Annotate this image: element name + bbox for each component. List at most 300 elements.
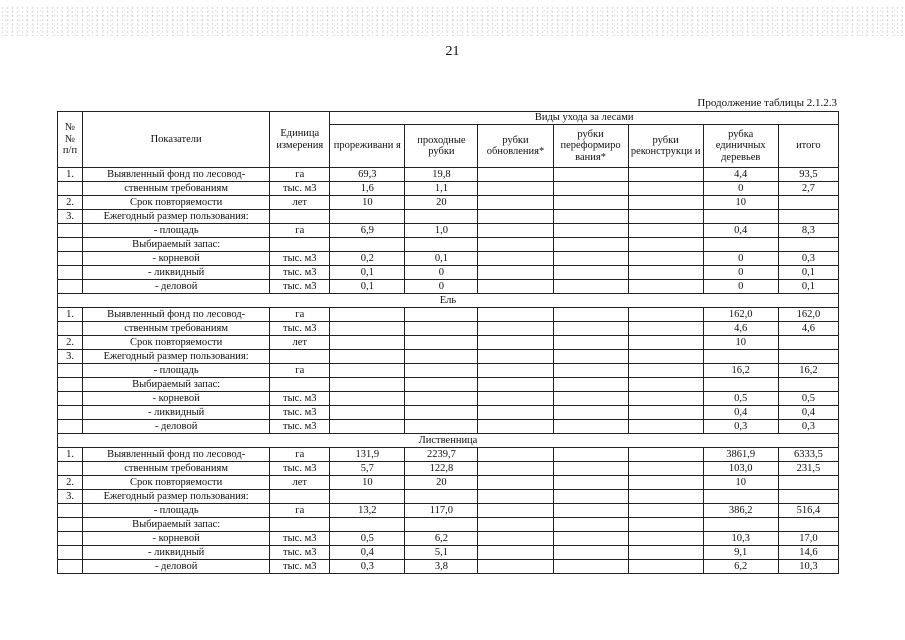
- unit-cell: тыс. м3: [270, 420, 330, 434]
- value-cell: [330, 392, 405, 406]
- table-row: [58, 448, 839, 462]
- value-cell: [553, 350, 628, 364]
- value-cell: [330, 518, 405, 532]
- value-cell: [478, 252, 553, 266]
- value-cell: [478, 322, 553, 336]
- value-cell: 0,4: [330, 546, 405, 560]
- table-row: [58, 238, 839, 252]
- section-title: Лиственница: [58, 434, 839, 448]
- value-cell: [478, 532, 553, 546]
- value-cell: [553, 322, 628, 336]
- value-cell: [553, 490, 628, 504]
- indicator-cell: - площадь: [83, 504, 270, 518]
- value-cell: [478, 210, 553, 224]
- value-cell: 0,3: [703, 420, 778, 434]
- header-col-5: рубка единичных деревьев: [703, 125, 778, 168]
- value-cell: 5,7: [330, 462, 405, 476]
- table-row: [58, 504, 839, 518]
- value-cell: 117,0: [405, 504, 478, 518]
- value-cell: 10: [330, 476, 405, 490]
- value-cell: [478, 280, 553, 294]
- value-cell: 10: [703, 336, 778, 350]
- value-cell: [628, 518, 703, 532]
- unit-cell: [270, 378, 330, 392]
- row-number: 3.: [58, 350, 83, 364]
- row-number: 1.: [58, 448, 83, 462]
- value-cell: [330, 210, 405, 224]
- table-row: [58, 406, 839, 420]
- indicator-cell: Ежегодный размер пользования:: [83, 210, 270, 224]
- row-number: [58, 406, 83, 420]
- value-cell: [628, 252, 703, 266]
- table-continuation-caption: Продолжение таблицы 2.1.2.3: [697, 97, 837, 109]
- indicator-cell: Выявленный фонд по лесовод-: [83, 308, 270, 322]
- unit-cell: тыс. м3: [270, 252, 330, 266]
- value-cell: [553, 392, 628, 406]
- header-num: №№ п/п: [58, 112, 83, 168]
- indicator-cell: - корневой: [83, 392, 270, 406]
- row-number: 3.: [58, 490, 83, 504]
- value-cell: [405, 322, 478, 336]
- value-cell: 0,3: [778, 252, 838, 266]
- forest-care-table: [57, 111, 839, 574]
- row-number: [58, 392, 83, 406]
- unit-cell: [270, 210, 330, 224]
- value-cell: [553, 406, 628, 420]
- unit-cell: тыс. м3: [270, 560, 330, 574]
- value-cell: [553, 224, 628, 238]
- value-cell: [553, 420, 628, 434]
- unit-cell: га: [270, 364, 330, 378]
- value-cell: [628, 448, 703, 462]
- indicator-cell: Срок повторяемости: [83, 476, 270, 490]
- value-cell: 20: [405, 476, 478, 490]
- unit-cell: га: [270, 504, 330, 518]
- table-row: [58, 546, 839, 560]
- table-row: [58, 182, 839, 196]
- value-cell: [478, 196, 553, 210]
- header-indicators: Показатели: [83, 112, 270, 168]
- value-cell: 3861,9: [703, 448, 778, 462]
- row-number: [58, 322, 83, 336]
- value-cell: [478, 364, 553, 378]
- unit-cell: [270, 490, 330, 504]
- table-row: [58, 350, 839, 364]
- row-number: 2.: [58, 476, 83, 490]
- value-cell: [703, 210, 778, 224]
- value-cell: [405, 420, 478, 434]
- unit-cell: тыс. м3: [270, 546, 330, 560]
- header-care-types: Виды ухода за лесами: [330, 112, 839, 125]
- value-cell: 0: [405, 280, 478, 294]
- table-row: [58, 476, 839, 490]
- value-cell: [330, 406, 405, 420]
- indicator-cell: ственным требованиям: [83, 462, 270, 476]
- value-cell: 516,4: [778, 504, 838, 518]
- value-cell: 10: [703, 196, 778, 210]
- value-cell: [478, 266, 553, 280]
- table-row: [58, 364, 839, 378]
- value-cell: [628, 378, 703, 392]
- value-cell: [553, 532, 628, 546]
- value-cell: 103,0: [703, 462, 778, 476]
- row-number: 2.: [58, 196, 83, 210]
- value-cell: [628, 350, 703, 364]
- indicator-cell: - площадь: [83, 224, 270, 238]
- value-cell: 6,2: [703, 560, 778, 574]
- value-cell: [330, 350, 405, 364]
- value-cell: [628, 406, 703, 420]
- row-number: [58, 532, 83, 546]
- unit-cell: га: [270, 168, 330, 182]
- value-cell: [628, 476, 703, 490]
- value-cell: 17,0: [778, 532, 838, 546]
- value-cell: [553, 476, 628, 490]
- value-cell: [553, 364, 628, 378]
- value-cell: [405, 378, 478, 392]
- unit-cell: тыс. м3: [270, 406, 330, 420]
- value-cell: [553, 308, 628, 322]
- value-cell: [553, 168, 628, 182]
- value-cell: 0,1: [405, 252, 478, 266]
- value-cell: 93,5: [778, 168, 838, 182]
- value-cell: [778, 196, 838, 210]
- value-cell: [628, 224, 703, 238]
- value-cell: 0,1: [330, 280, 405, 294]
- value-cell: [478, 336, 553, 350]
- section-row: [58, 434, 839, 448]
- value-cell: [553, 238, 628, 252]
- value-cell: [478, 420, 553, 434]
- unit-cell: лет: [270, 336, 330, 350]
- value-cell: [628, 336, 703, 350]
- value-cell: 0,1: [778, 280, 838, 294]
- value-cell: [553, 196, 628, 210]
- unit-cell: га: [270, 308, 330, 322]
- row-number: 3.: [58, 210, 83, 224]
- value-cell: [628, 308, 703, 322]
- value-cell: [405, 392, 478, 406]
- unit-cell: [270, 518, 330, 532]
- value-cell: 10,3: [703, 532, 778, 546]
- value-cell: [330, 364, 405, 378]
- value-cell: [553, 518, 628, 532]
- table-row: [58, 280, 839, 294]
- unit-cell: тыс. м3: [270, 182, 330, 196]
- indicator-cell: - деловой: [83, 420, 270, 434]
- value-cell: 0: [703, 252, 778, 266]
- indicator-cell: Ежегодный размер пользования:: [83, 350, 270, 364]
- value-cell: 13,2: [330, 504, 405, 518]
- value-cell: [628, 392, 703, 406]
- header-unit: Единица измерения: [270, 112, 330, 168]
- value-cell: 1,6: [330, 182, 405, 196]
- table-row: [58, 210, 839, 224]
- value-cell: [478, 392, 553, 406]
- indicator-cell: Выбираемый запас:: [83, 518, 270, 532]
- row-number: [58, 462, 83, 476]
- value-cell: [478, 182, 553, 196]
- table-row: [58, 266, 839, 280]
- value-cell: [628, 210, 703, 224]
- value-cell: [405, 238, 478, 252]
- value-cell: 6,2: [405, 532, 478, 546]
- unit-cell: тыс. м3: [270, 266, 330, 280]
- value-cell: 2,7: [778, 182, 838, 196]
- unit-cell: лет: [270, 196, 330, 210]
- value-cell: 0,1: [778, 266, 838, 280]
- indicator-cell: Выбираемый запас:: [83, 378, 270, 392]
- value-cell: 231,5: [778, 462, 838, 476]
- unit-cell: [270, 350, 330, 364]
- value-cell: [628, 462, 703, 476]
- table-row: [58, 336, 839, 350]
- unit-cell: га: [270, 224, 330, 238]
- indicator-cell: Ежегодный размер пользования:: [83, 490, 270, 504]
- value-cell: [478, 378, 553, 392]
- value-cell: 122,8: [405, 462, 478, 476]
- value-cell: 162,0: [703, 308, 778, 322]
- table-row: [58, 322, 839, 336]
- row-number: [58, 378, 83, 392]
- indicator-cell: Срок повторяемости: [83, 196, 270, 210]
- value-cell: 10,3: [778, 560, 838, 574]
- value-cell: 0: [405, 266, 478, 280]
- header-col-0: прореживани я: [330, 125, 405, 168]
- value-cell: [478, 560, 553, 574]
- value-cell: [778, 490, 838, 504]
- row-number: [58, 280, 83, 294]
- value-cell: 1,1: [405, 182, 478, 196]
- value-cell: [628, 504, 703, 518]
- row-number: [58, 546, 83, 560]
- row-number: 2.: [58, 336, 83, 350]
- row-number: [58, 518, 83, 532]
- value-cell: 5,1: [405, 546, 478, 560]
- value-cell: [553, 252, 628, 266]
- value-cell: [628, 532, 703, 546]
- indicator-cell: - деловой: [83, 560, 270, 574]
- value-cell: [478, 238, 553, 252]
- scan-noise: [0, 6, 905, 36]
- value-cell: [553, 504, 628, 518]
- value-cell: 0: [703, 266, 778, 280]
- value-cell: 0: [703, 182, 778, 196]
- value-cell: [778, 210, 838, 224]
- table-row: [58, 490, 839, 504]
- value-cell: [478, 504, 553, 518]
- value-cell: [553, 210, 628, 224]
- value-cell: 0,1: [330, 266, 405, 280]
- header-col-1: проходные рубки: [405, 125, 478, 168]
- table-row: [58, 532, 839, 546]
- unit-cell: га: [270, 448, 330, 462]
- value-cell: 69,3: [330, 168, 405, 182]
- row-number: [58, 182, 83, 196]
- value-cell: 4,6: [703, 322, 778, 336]
- value-cell: [778, 476, 838, 490]
- value-cell: [405, 336, 478, 350]
- indicator-cell: ственным требованиям: [83, 322, 270, 336]
- value-cell: 3,8: [405, 560, 478, 574]
- value-cell: 16,2: [778, 364, 838, 378]
- value-cell: [478, 476, 553, 490]
- value-cell: [703, 518, 778, 532]
- value-cell: [553, 182, 628, 196]
- value-cell: 131,9: [330, 448, 405, 462]
- value-cell: [478, 308, 553, 322]
- value-cell: 6333,5: [778, 448, 838, 462]
- value-cell: [553, 266, 628, 280]
- indicator-cell: - деловой: [83, 280, 270, 294]
- value-cell: [553, 560, 628, 574]
- value-cell: 0,5: [778, 392, 838, 406]
- value-cell: [628, 196, 703, 210]
- value-cell: 10: [330, 196, 405, 210]
- value-cell: [628, 322, 703, 336]
- value-cell: [628, 182, 703, 196]
- value-cell: [628, 546, 703, 560]
- value-cell: 1,0: [405, 224, 478, 238]
- table-row: [58, 462, 839, 476]
- value-cell: 8,3: [778, 224, 838, 238]
- table-row: [58, 224, 839, 238]
- value-cell: [628, 490, 703, 504]
- table-row: [58, 518, 839, 532]
- value-cell: [405, 490, 478, 504]
- row-number: [58, 560, 83, 574]
- value-cell: [553, 280, 628, 294]
- indicator-cell: - корневой: [83, 532, 270, 546]
- value-cell: 4,4: [703, 168, 778, 182]
- value-cell: [405, 350, 478, 364]
- value-cell: [405, 210, 478, 224]
- indicator-cell: - ликвидный: [83, 546, 270, 560]
- indicator-cell: Выявленный фонд по лесовод-: [83, 448, 270, 462]
- value-cell: [553, 546, 628, 560]
- row-number: [58, 504, 83, 518]
- value-cell: [628, 420, 703, 434]
- value-cell: 0,5: [703, 392, 778, 406]
- page-number: 21: [445, 44, 460, 59]
- value-cell: [330, 336, 405, 350]
- table-row: [58, 392, 839, 406]
- value-cell: 162,0: [778, 308, 838, 322]
- value-cell: [330, 322, 405, 336]
- value-cell: [553, 462, 628, 476]
- unit-cell: тыс. м3: [270, 280, 330, 294]
- indicator-cell: - ликвидный: [83, 266, 270, 280]
- value-cell: 0,4: [778, 406, 838, 420]
- value-cell: 4,6: [778, 322, 838, 336]
- table-row: [58, 378, 839, 392]
- row-number: [58, 252, 83, 266]
- value-cell: [628, 238, 703, 252]
- table-row: [58, 252, 839, 266]
- value-cell: 0,3: [330, 560, 405, 574]
- value-cell: [703, 350, 778, 364]
- row-number: [58, 420, 83, 434]
- value-cell: [330, 420, 405, 434]
- value-cell: 14,6: [778, 546, 838, 560]
- indicator-cell: Срок повторяемости: [83, 336, 270, 350]
- row-number: [58, 266, 83, 280]
- table-row: [58, 196, 839, 210]
- indicator-cell: Выявленный фонд по лесовод-: [83, 168, 270, 182]
- header-col-3: рубки переформиро вания*: [553, 125, 628, 168]
- value-cell: [478, 448, 553, 462]
- row-number: 1.: [58, 168, 83, 182]
- value-cell: [330, 308, 405, 322]
- value-cell: [778, 378, 838, 392]
- value-cell: [628, 364, 703, 378]
- value-cell: [478, 224, 553, 238]
- table-row: [58, 308, 839, 322]
- value-cell: 0,5: [330, 532, 405, 546]
- table-row: [58, 168, 839, 182]
- value-cell: 16,2: [703, 364, 778, 378]
- value-cell: [703, 490, 778, 504]
- value-cell: [405, 364, 478, 378]
- value-cell: [330, 378, 405, 392]
- indicator-cell: Выбираемый запас:: [83, 238, 270, 252]
- indicator-cell: - корневой: [83, 252, 270, 266]
- value-cell: [330, 238, 405, 252]
- value-cell: [478, 546, 553, 560]
- unit-cell: лет: [270, 476, 330, 490]
- value-cell: [405, 518, 478, 532]
- value-cell: [478, 518, 553, 532]
- value-cell: [778, 336, 838, 350]
- value-cell: [628, 280, 703, 294]
- value-cell: [628, 560, 703, 574]
- value-cell: [778, 518, 838, 532]
- table-body: [58, 168, 839, 574]
- value-cell: [553, 378, 628, 392]
- unit-cell: тыс. м3: [270, 532, 330, 546]
- value-cell: [405, 406, 478, 420]
- unit-cell: тыс. м3: [270, 462, 330, 476]
- header-col-4: рубки реконструкци и: [628, 125, 703, 168]
- row-number: [58, 238, 83, 252]
- header-col-2: рубки обновления*: [478, 125, 553, 168]
- indicator-cell: - ликвидный: [83, 406, 270, 420]
- value-cell: [478, 350, 553, 364]
- value-cell: 0,3: [778, 420, 838, 434]
- unit-cell: тыс. м3: [270, 322, 330, 336]
- value-cell: [703, 238, 778, 252]
- value-cell: [553, 336, 628, 350]
- table-row: [58, 560, 839, 574]
- value-cell: [628, 168, 703, 182]
- value-cell: 0,4: [703, 406, 778, 420]
- indicator-cell: - площадь: [83, 364, 270, 378]
- section-title: Ель: [58, 294, 839, 308]
- value-cell: [778, 350, 838, 364]
- value-cell: 20: [405, 196, 478, 210]
- value-cell: [478, 168, 553, 182]
- value-cell: 2239,7: [405, 448, 478, 462]
- value-cell: 19,8: [405, 168, 478, 182]
- value-cell: 386,2: [703, 504, 778, 518]
- value-cell: 10: [703, 476, 778, 490]
- value-cell: [478, 406, 553, 420]
- value-cell: [405, 308, 478, 322]
- unit-cell: тыс. м3: [270, 392, 330, 406]
- value-cell: [330, 490, 405, 504]
- value-cell: 6,9: [330, 224, 405, 238]
- value-cell: 9,1: [703, 546, 778, 560]
